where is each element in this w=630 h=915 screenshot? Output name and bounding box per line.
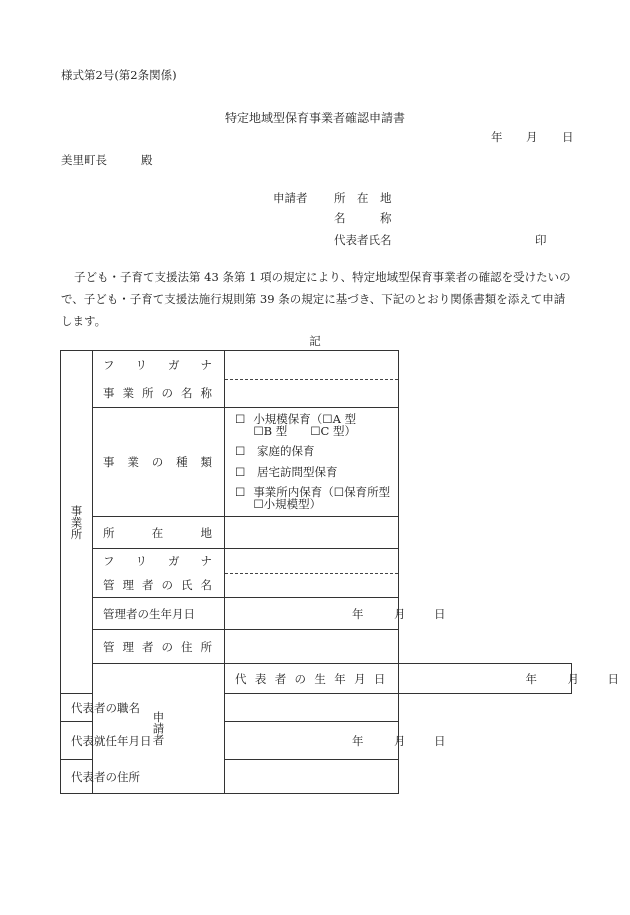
furigana-label: フ リ ガ ナ	[103, 358, 212, 372]
document-title: 特定地域型保育事業者確認申請書	[224, 111, 405, 125]
location-input[interactable]	[225, 517, 399, 549]
date-month-label: 月	[567, 671, 579, 686]
manager-birth-label-cell	[93, 598, 225, 630]
office-name-label: 事 業 所 の 名 称	[103, 386, 212, 400]
manager-name-label-cell	[93, 549, 225, 598]
manager-birth-input[interactable]	[225, 598, 446, 630]
rep-title-label: 代 表 者 の 職 名	[71, 700, 140, 715]
business-type-label: 事 業 の 種 類	[103, 455, 212, 469]
date-year-label: 年	[525, 671, 537, 686]
recipient-name: 美里町長	[61, 153, 107, 167]
applicant-address-label: 所 在 地	[334, 191, 392, 205]
applicant-name-label: 名 称	[334, 211, 392, 225]
type-option-small-scale[interactable]: ☐ 小規模保育（☐A 型 ☐B 型 ☐C 型）	[235, 412, 380, 438]
applicant-role-label: 申請者	[273, 191, 308, 205]
date-month-label: 月	[394, 733, 406, 748]
date-month-label: 月	[394, 606, 406, 621]
ki-heading: 記	[309, 334, 321, 348]
rep-address-label: 代 表 者 の 住 所	[71, 769, 140, 784]
recipient	[61, 155, 153, 167]
business-type-options	[225, 408, 414, 517]
office-name-input[interactable]	[225, 351, 399, 408]
manager-birth-label: 管理者の生年月日	[103, 606, 195, 621]
rep-birth-input[interactable]	[398, 664, 619, 694]
form-number-label: 様式第2号(第2条関係)	[61, 68, 177, 82]
rep-birth-label: 代 表 者 の 生 年 月 日	[235, 671, 386, 686]
rep-start-input[interactable]	[225, 722, 446, 760]
body-text-line-1: 子ども・子育て支援法第 43 条第 1 項の規定により、特定地域型保育事業者の確認を受けたいの	[74, 270, 571, 284]
date-year-label: 年	[352, 606, 364, 621]
manager-name-input[interactable]	[225, 549, 399, 598]
location-label: 所 在 地	[103, 525, 212, 540]
date-year-label: 年	[352, 733, 364, 748]
section-office-cell	[61, 351, 93, 694]
date-day-label: 日	[607, 671, 619, 686]
type-option-home-based[interactable]: ☐ 家庭的保育	[235, 444, 315, 458]
body-text-line-2: で、子ども・子育て支援法施行規則第 39 条の規定に基づき、下記のとおり関係書類を添えて申請	[61, 292, 566, 306]
rep-birth-label-cell	[225, 664, 399, 694]
date-day-label: 日	[434, 733, 446, 748]
rep-start-label: 代 表 就 任 年 月 日	[71, 733, 152, 748]
manager-address-input[interactable]	[225, 630, 399, 664]
checkbox[interactable]: ☐	[235, 412, 246, 426]
rep-start-label-cell	[61, 722, 152, 760]
rep-address-label-cell	[61, 760, 140, 794]
seal-mark: 印	[535, 233, 547, 247]
location-label-cell	[93, 517, 225, 549]
manager-name-label: 管 理 者 の 氏 名	[103, 578, 212, 592]
section-office-label: 事業所	[69, 504, 84, 540]
manager-address-label: 管 理 者 の 住 所	[103, 639, 212, 654]
application-form-table	[60, 350, 619, 794]
date-year-label: 年	[491, 130, 503, 144]
manager-furigana-label: フ リ ガ ナ	[103, 554, 212, 568]
checkbox[interactable]: ☐	[235, 464, 246, 479]
rep-address-input[interactable]	[225, 760, 399, 794]
rep-title-label-cell	[61, 694, 140, 722]
section-applicant-label: 申請者	[151, 711, 166, 746]
office-name-label-cell	[93, 351, 225, 408]
date-day-label: 日	[434, 606, 446, 621]
rep-title-input[interactable]	[225, 694, 399, 722]
date-day-label: 日	[562, 130, 574, 144]
body-text-line-3: します。	[61, 314, 107, 328]
manager-address-label-cell	[93, 630, 225, 664]
type-option-workplace[interactable]: ☐ 事業所内保育（☐保育所型 ☐小規模型）	[235, 485, 414, 511]
applicant-representative-label: 代表者氏名	[334, 233, 392, 247]
date-month-label: 月	[526, 130, 538, 144]
checkbox[interactable]: ☐	[235, 444, 246, 458]
checkbox[interactable]: ☐	[235, 485, 246, 499]
recipient-honorific: 殿	[141, 153, 153, 167]
type-option-home-visit[interactable]: ☐ 居宅訪問型保育	[235, 464, 338, 479]
business-type-label-cell	[93, 408, 225, 517]
